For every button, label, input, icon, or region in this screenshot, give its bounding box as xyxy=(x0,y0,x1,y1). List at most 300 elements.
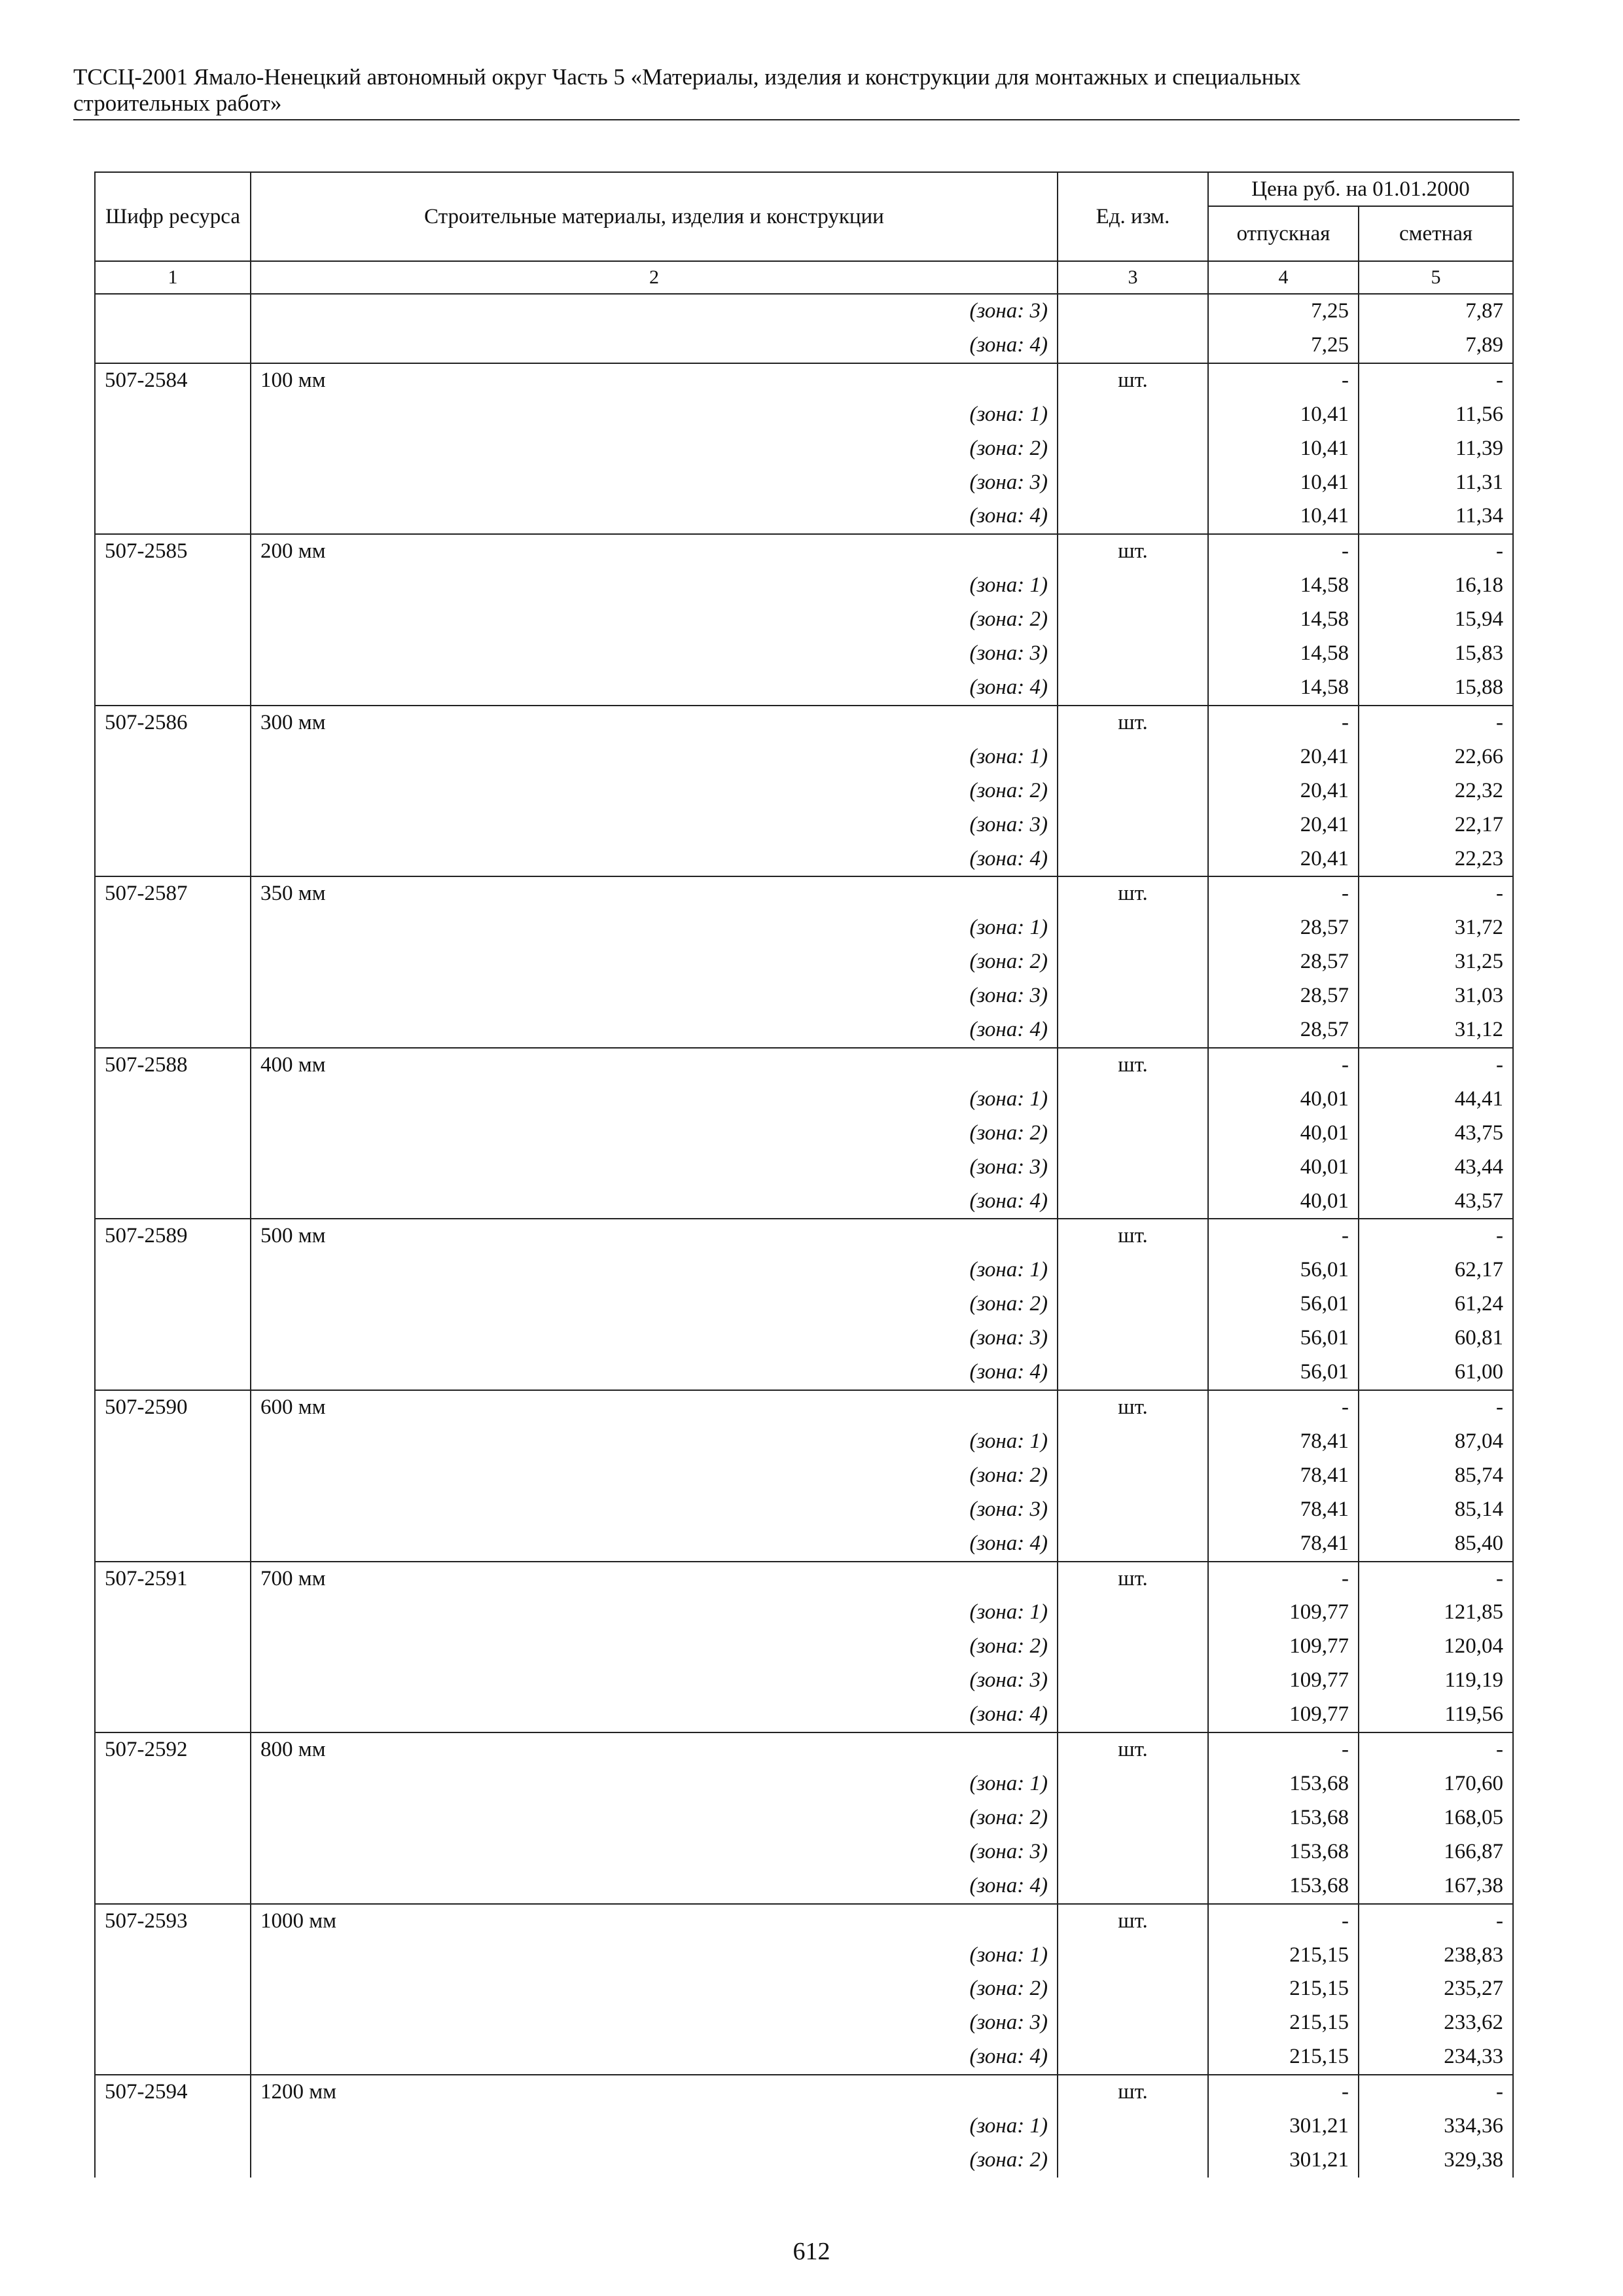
unit-cell xyxy=(1058,842,1208,877)
zone-row xyxy=(95,1596,1513,1630)
zone-row xyxy=(95,740,1513,774)
table-row xyxy=(95,706,1513,740)
estimate-price: - xyxy=(1359,1390,1513,1425)
zone-label: (зона: 4) xyxy=(251,499,1058,534)
resource-code: 507-2592 xyxy=(95,1732,251,1767)
estimate-price: 235,27 xyxy=(1359,1972,1513,2006)
zone-row xyxy=(95,774,1513,808)
release-price: - xyxy=(1208,1732,1359,1767)
zone-row xyxy=(95,1355,1513,1390)
release-price: 14,58 xyxy=(1208,637,1359,671)
release-price: - xyxy=(1208,1562,1359,1596)
unit-cell: шт. xyxy=(1058,876,1208,911)
material-name: 1000 мм xyxy=(251,1904,1058,1939)
estimate-price: 43,75 xyxy=(1359,1117,1513,1151)
unit-cell xyxy=(1058,2144,1208,2178)
code-cell xyxy=(95,945,251,979)
zone-row xyxy=(95,2144,1513,2178)
table-row xyxy=(95,1904,1513,1939)
header-line-1: ТССЦ-2001 Ямало-Ненецкий автономный округ Часть 5 «Материалы, изделия и конструкции для монтажных и специальных xyxy=(73,64,1301,90)
code-cell xyxy=(95,2040,251,2075)
unit-cell xyxy=(1058,398,1208,432)
resource-code: 507-2591 xyxy=(95,1562,251,1596)
estimate-price: 166,87 xyxy=(1359,1835,1513,1869)
code-cell xyxy=(95,294,251,329)
zone-label: (зона: 4) xyxy=(251,842,1058,877)
code-cell xyxy=(95,499,251,534)
release-price: - xyxy=(1208,1904,1359,1939)
release-price: 215,15 xyxy=(1208,2006,1359,2040)
zone-label: (зона: 3) xyxy=(251,979,1058,1013)
estimate-price: 7,87 xyxy=(1359,294,1513,329)
code-cell xyxy=(95,1425,251,1459)
estimate-price: 334,36 xyxy=(1359,2109,1513,2144)
release-price: 109,77 xyxy=(1208,1698,1359,1732)
page-number: 612 xyxy=(793,2238,830,2265)
code-cell xyxy=(95,740,251,774)
unit-cell xyxy=(1058,1493,1208,1527)
unit-cell: шт. xyxy=(1058,706,1208,740)
resource-code: 507-2589 xyxy=(95,1219,251,1253)
zone-row xyxy=(95,808,1513,842)
estimate-price: 119,56 xyxy=(1359,1698,1513,1732)
release-price: 215,15 xyxy=(1208,2040,1359,2075)
release-price: 14,58 xyxy=(1208,603,1359,637)
unit-cell xyxy=(1058,808,1208,842)
table-row xyxy=(95,534,1513,569)
zone-label: (зона: 2) xyxy=(251,1972,1058,2006)
zone-row xyxy=(95,1527,1513,1562)
zone-row xyxy=(95,1801,1513,1835)
zone-label: (зона: 1) xyxy=(251,740,1058,774)
zone-label: (зона: 4) xyxy=(251,329,1058,363)
zone-row xyxy=(95,294,1513,329)
table-body xyxy=(95,294,1513,2178)
release-price: - xyxy=(1208,534,1359,569)
code-cell xyxy=(95,1939,251,1973)
unit-cell xyxy=(1058,294,1208,329)
zone-label: (зона: 4) xyxy=(251,1013,1058,1048)
code-cell xyxy=(95,842,251,877)
estimate-price: - xyxy=(1359,1732,1513,1767)
zone-row xyxy=(95,1835,1513,1869)
estimate-price: 61,24 xyxy=(1359,1287,1513,1321)
zone-row xyxy=(95,329,1513,363)
estimate-price: - xyxy=(1359,1562,1513,1596)
zone-row xyxy=(95,1972,1513,2006)
table-row xyxy=(95,1219,1513,1253)
unit-cell xyxy=(1058,1767,1208,1801)
zone-row xyxy=(95,945,1513,979)
col-header-name: Строительные материалы, изделия и конструкции xyxy=(251,172,1058,261)
zone-row xyxy=(95,499,1513,534)
release-price: 20,41 xyxy=(1208,842,1359,877)
unit-cell xyxy=(1058,1698,1208,1732)
release-price: 109,77 xyxy=(1208,1630,1359,1664)
release-price: 10,41 xyxy=(1208,398,1359,432)
zone-label: (зона: 4) xyxy=(251,1355,1058,1390)
zone-row xyxy=(95,432,1513,466)
release-price: 56,01 xyxy=(1208,1355,1359,1390)
code-cell xyxy=(95,774,251,808)
code-cell xyxy=(95,466,251,500)
estimate-price: 7,89 xyxy=(1359,329,1513,363)
zone-row xyxy=(95,1939,1513,1973)
zone-label: (зона: 2) xyxy=(251,774,1058,808)
estimate-price: 170,60 xyxy=(1359,1767,1513,1801)
unit-cell xyxy=(1058,945,1208,979)
estimate-price: 11,56 xyxy=(1359,398,1513,432)
code-cell xyxy=(95,1459,251,1493)
release-price: 14,58 xyxy=(1208,671,1359,706)
code-cell xyxy=(95,2144,251,2178)
zone-row xyxy=(95,1630,1513,1664)
zone-row xyxy=(95,2109,1513,2144)
release-price: 7,25 xyxy=(1208,329,1359,363)
table-row xyxy=(95,876,1513,911)
release-price: - xyxy=(1208,1048,1359,1083)
release-price: 40,01 xyxy=(1208,1117,1359,1151)
zone-label: (зона: 1) xyxy=(251,569,1058,603)
zone-label: (зона: 4) xyxy=(251,1185,1058,1219)
zone-label: (зона: 1) xyxy=(251,2109,1058,2144)
release-price: - xyxy=(1208,2075,1359,2109)
code-cell xyxy=(95,1151,251,1185)
material-name: 200 мм xyxy=(251,534,1058,569)
header-line-2: строительных работ» xyxy=(73,90,282,116)
estimate-price: 238,83 xyxy=(1359,1939,1513,1973)
material-name: 400 мм xyxy=(251,1048,1058,1083)
zone-label: (зона: 3) xyxy=(251,1151,1058,1185)
estimate-price: 167,38 xyxy=(1359,1869,1513,1904)
zone-row xyxy=(95,1151,1513,1185)
code-cell xyxy=(95,1013,251,1048)
estimate-price: 329,38 xyxy=(1359,2144,1513,2178)
resource-code: 507-2588 xyxy=(95,1048,251,1083)
unit-cell xyxy=(1058,1151,1208,1185)
unit-cell xyxy=(1058,1801,1208,1835)
estimate-price: 31,72 xyxy=(1359,911,1513,945)
estimate-price: 11,39 xyxy=(1359,432,1513,466)
code-cell xyxy=(95,2109,251,2144)
estimate-price: - xyxy=(1359,2075,1513,2109)
zone-label: (зона: 1) xyxy=(251,1596,1058,1630)
estimate-price: 22,17 xyxy=(1359,808,1513,842)
release-price: - xyxy=(1208,1219,1359,1253)
zone-row xyxy=(95,398,1513,432)
estimate-price: 168,05 xyxy=(1359,1801,1513,1835)
document-header xyxy=(73,64,1520,120)
code-cell xyxy=(95,1287,251,1321)
estimate-price: - xyxy=(1359,363,1513,398)
resource-code: 507-2590 xyxy=(95,1390,251,1425)
code-cell xyxy=(95,637,251,671)
unit-cell xyxy=(1058,911,1208,945)
estimate-price: - xyxy=(1359,1219,1513,1253)
unit-cell xyxy=(1058,1630,1208,1664)
release-price: 40,01 xyxy=(1208,1083,1359,1117)
unit-cell: шт. xyxy=(1058,1048,1208,1083)
code-cell xyxy=(95,1083,251,1117)
unit-cell xyxy=(1058,499,1208,534)
estimate-price: 62,17 xyxy=(1359,1253,1513,1287)
zone-label: (зона: 2) xyxy=(251,1801,1058,1835)
material-name: 500 мм xyxy=(251,1219,1058,1253)
unit-cell: шт. xyxy=(1058,1904,1208,1939)
zone-label: (зона: 3) xyxy=(251,1835,1058,1869)
estimate-price: 16,18 xyxy=(1359,569,1513,603)
release-price: - xyxy=(1208,1390,1359,1425)
code-cell xyxy=(95,1253,251,1287)
release-price: 56,01 xyxy=(1208,1321,1359,1355)
unit-cell xyxy=(1058,1185,1208,1219)
unit-cell xyxy=(1058,740,1208,774)
zone-label: (зона: 1) xyxy=(251,398,1058,432)
zone-row xyxy=(95,1083,1513,1117)
release-price: 153,68 xyxy=(1208,1767,1359,1801)
col-number: 1 xyxy=(95,261,251,294)
zone-row xyxy=(95,1117,1513,1151)
estimate-price: 11,31 xyxy=(1359,466,1513,500)
code-cell xyxy=(95,1972,251,2006)
code-cell xyxy=(95,979,251,1013)
release-price: 78,41 xyxy=(1208,1459,1359,1493)
estimate-price: 15,83 xyxy=(1359,637,1513,671)
unit-cell xyxy=(1058,774,1208,808)
estimate-price: 31,25 xyxy=(1359,945,1513,979)
estimate-price: 120,04 xyxy=(1359,1630,1513,1664)
zone-label: (зона: 3) xyxy=(251,1493,1058,1527)
unit-cell xyxy=(1058,671,1208,706)
unit-cell xyxy=(1058,1253,1208,1287)
estimate-price: - xyxy=(1359,876,1513,911)
unit-cell xyxy=(1058,637,1208,671)
estimate-price: - xyxy=(1359,706,1513,740)
col-header-code: Шифр ресурса xyxy=(95,172,251,261)
zone-row xyxy=(95,1185,1513,1219)
material-name: 350 мм xyxy=(251,876,1058,911)
estimate-price: 121,85 xyxy=(1359,1596,1513,1630)
release-price: 7,25 xyxy=(1208,294,1359,329)
release-price: 153,68 xyxy=(1208,1835,1359,1869)
estimate-price: 60,81 xyxy=(1359,1321,1513,1355)
unit-cell xyxy=(1058,1972,1208,2006)
unit-cell xyxy=(1058,1425,1208,1459)
material-name: 300 мм xyxy=(251,706,1058,740)
unit-cell xyxy=(1058,2109,1208,2144)
code-cell xyxy=(95,1767,251,1801)
unit-cell xyxy=(1058,1527,1208,1562)
release-price: 10,41 xyxy=(1208,466,1359,500)
col-header-unit: Ед. изм. xyxy=(1058,172,1208,261)
code-cell xyxy=(95,1835,251,1869)
code-cell xyxy=(95,671,251,706)
zone-row xyxy=(95,1425,1513,1459)
zone-label: (зона: 4) xyxy=(251,1698,1058,1732)
code-cell xyxy=(95,1698,251,1732)
code-cell xyxy=(95,1664,251,1698)
zone-row xyxy=(95,1869,1513,1904)
zone-label: (зона: 3) xyxy=(251,1664,1058,1698)
zone-label: (зона: 2) xyxy=(251,1117,1058,1151)
code-cell xyxy=(95,2006,251,2040)
estimate-price: - xyxy=(1359,1048,1513,1083)
zone-row xyxy=(95,1013,1513,1048)
estimate-price: 43,44 xyxy=(1359,1151,1513,1185)
unit-cell xyxy=(1058,2006,1208,2040)
zone-label: (зона: 4) xyxy=(251,1527,1058,1562)
unit-cell: шт. xyxy=(1058,1390,1208,1425)
release-price: 20,41 xyxy=(1208,740,1359,774)
release-price: 153,68 xyxy=(1208,1869,1359,1904)
code-cell xyxy=(95,808,251,842)
release-price: 10,41 xyxy=(1208,499,1359,534)
release-price: 109,77 xyxy=(1208,1664,1359,1698)
zone-row xyxy=(95,1459,1513,1493)
zone-label: (зона: 2) xyxy=(251,432,1058,466)
code-cell xyxy=(95,603,251,637)
estimate-price: 85,40 xyxy=(1359,1527,1513,1562)
estimate-price: 61,00 xyxy=(1359,1355,1513,1390)
resource-code: 507-2587 xyxy=(95,876,251,911)
zone-label: (зона: 3) xyxy=(251,808,1058,842)
zone-label: (зона: 1) xyxy=(251,1083,1058,1117)
release-price: 10,41 xyxy=(1208,432,1359,466)
resource-code: 507-2585 xyxy=(95,534,251,569)
material-name: 1200 мм xyxy=(251,2075,1058,2109)
estimate-price: 31,03 xyxy=(1359,979,1513,1013)
release-price: 28,57 xyxy=(1208,1013,1359,1048)
unit-cell xyxy=(1058,1835,1208,1869)
zone-row xyxy=(95,466,1513,500)
unit-cell xyxy=(1058,1869,1208,1904)
col-number: 3 xyxy=(1058,261,1208,294)
material-name: 100 мм xyxy=(251,363,1058,398)
estimate-price: 233,62 xyxy=(1359,2006,1513,2040)
code-cell xyxy=(95,1493,251,1527)
release-price: 301,21 xyxy=(1208,2144,1359,2178)
release-price: 109,77 xyxy=(1208,1596,1359,1630)
zone-label: (зона: 2) xyxy=(251,1287,1058,1321)
resource-code: 507-2593 xyxy=(95,1904,251,1939)
estimate-price: 11,34 xyxy=(1359,499,1513,534)
table-row xyxy=(95,1390,1513,1425)
zone-label: (зона: 3) xyxy=(251,637,1058,671)
unit-cell xyxy=(1058,432,1208,466)
zone-label: (зона: 1) xyxy=(251,1939,1058,1973)
zone-label: (зона: 2) xyxy=(251,1630,1058,1664)
material-name: 700 мм xyxy=(251,1562,1058,1596)
release-price: - xyxy=(1208,363,1359,398)
zone-row xyxy=(95,1287,1513,1321)
release-price: 56,01 xyxy=(1208,1287,1359,1321)
code-cell xyxy=(95,398,251,432)
unit-cell xyxy=(1058,1664,1208,1698)
unit-cell xyxy=(1058,569,1208,603)
col-number: 4 xyxy=(1208,261,1359,294)
release-price: 56,01 xyxy=(1208,1253,1359,1287)
zone-row xyxy=(95,2006,1513,2040)
table-head xyxy=(95,172,1513,294)
zone-row xyxy=(95,842,1513,877)
release-price: 20,41 xyxy=(1208,808,1359,842)
zone-label: (зона: 2) xyxy=(251,1459,1058,1493)
release-price: 28,57 xyxy=(1208,911,1359,945)
zone-label: (зона: 3) xyxy=(251,2006,1058,2040)
estimate-price: 85,14 xyxy=(1359,1493,1513,1527)
code-cell xyxy=(95,329,251,363)
code-cell xyxy=(95,911,251,945)
material-name: 600 мм xyxy=(251,1390,1058,1425)
resource-code: 507-2594 xyxy=(95,2075,251,2109)
code-cell xyxy=(95,1596,251,1630)
col-header-estimate: сметная xyxy=(1359,206,1513,261)
zone-label: (зона: 1) xyxy=(251,1425,1058,1459)
code-cell xyxy=(95,1801,251,1835)
zone-label: (зона: 2) xyxy=(251,2144,1058,2178)
resource-code: 507-2586 xyxy=(95,706,251,740)
unit-cell xyxy=(1058,1355,1208,1390)
table-row xyxy=(95,1048,1513,1083)
zone-row xyxy=(95,569,1513,603)
unit-cell xyxy=(1058,1287,1208,1321)
estimate-price: 43,57 xyxy=(1359,1185,1513,1219)
estimate-price: 85,74 xyxy=(1359,1459,1513,1493)
estimate-price: 87,04 xyxy=(1359,1425,1513,1459)
zone-row xyxy=(95,637,1513,671)
zone-label: (зона: 2) xyxy=(251,603,1058,637)
zone-row xyxy=(95,1253,1513,1287)
price-table xyxy=(94,171,1514,2178)
resource-code: 507-2584 xyxy=(95,363,251,398)
unit-cell xyxy=(1058,2040,1208,2075)
col-header-release: отпускная xyxy=(1208,206,1359,261)
col-number: 2 xyxy=(251,261,1058,294)
release-price: 40,01 xyxy=(1208,1185,1359,1219)
zone-row xyxy=(95,603,1513,637)
code-cell xyxy=(95,1117,251,1151)
release-price: 153,68 xyxy=(1208,1801,1359,1835)
table-row xyxy=(95,1562,1513,1596)
unit-cell: шт. xyxy=(1058,534,1208,569)
release-price: 78,41 xyxy=(1208,1493,1359,1527)
estimate-price: 15,88 xyxy=(1359,671,1513,706)
code-cell xyxy=(95,1630,251,1664)
zone-row xyxy=(95,2040,1513,2075)
code-cell xyxy=(95,432,251,466)
release-price: 78,41 xyxy=(1208,1425,1359,1459)
unit-cell xyxy=(1058,979,1208,1013)
estimate-price: - xyxy=(1359,1904,1513,1939)
col-number: 5 xyxy=(1359,261,1513,294)
unit-cell xyxy=(1058,1939,1208,1973)
unit-cell xyxy=(1058,1083,1208,1117)
unit-cell xyxy=(1058,1596,1208,1630)
zone-row xyxy=(95,1698,1513,1732)
zone-label: (зона: 4) xyxy=(251,2040,1058,2075)
zone-label: (зона: 3) xyxy=(251,294,1058,329)
zone-label: (зона: 1) xyxy=(251,911,1058,945)
estimate-price: 22,23 xyxy=(1359,842,1513,877)
estimate-price: - xyxy=(1359,534,1513,569)
unit-cell xyxy=(1058,1459,1208,1493)
release-price: - xyxy=(1208,706,1359,740)
estimate-price: 31,12 xyxy=(1359,1013,1513,1048)
zone-label: (зона: 4) xyxy=(251,1869,1058,1904)
zone-label: (зона: 1) xyxy=(251,1767,1058,1801)
zone-label: (зона: 3) xyxy=(251,1321,1058,1355)
zone-row xyxy=(95,1493,1513,1527)
